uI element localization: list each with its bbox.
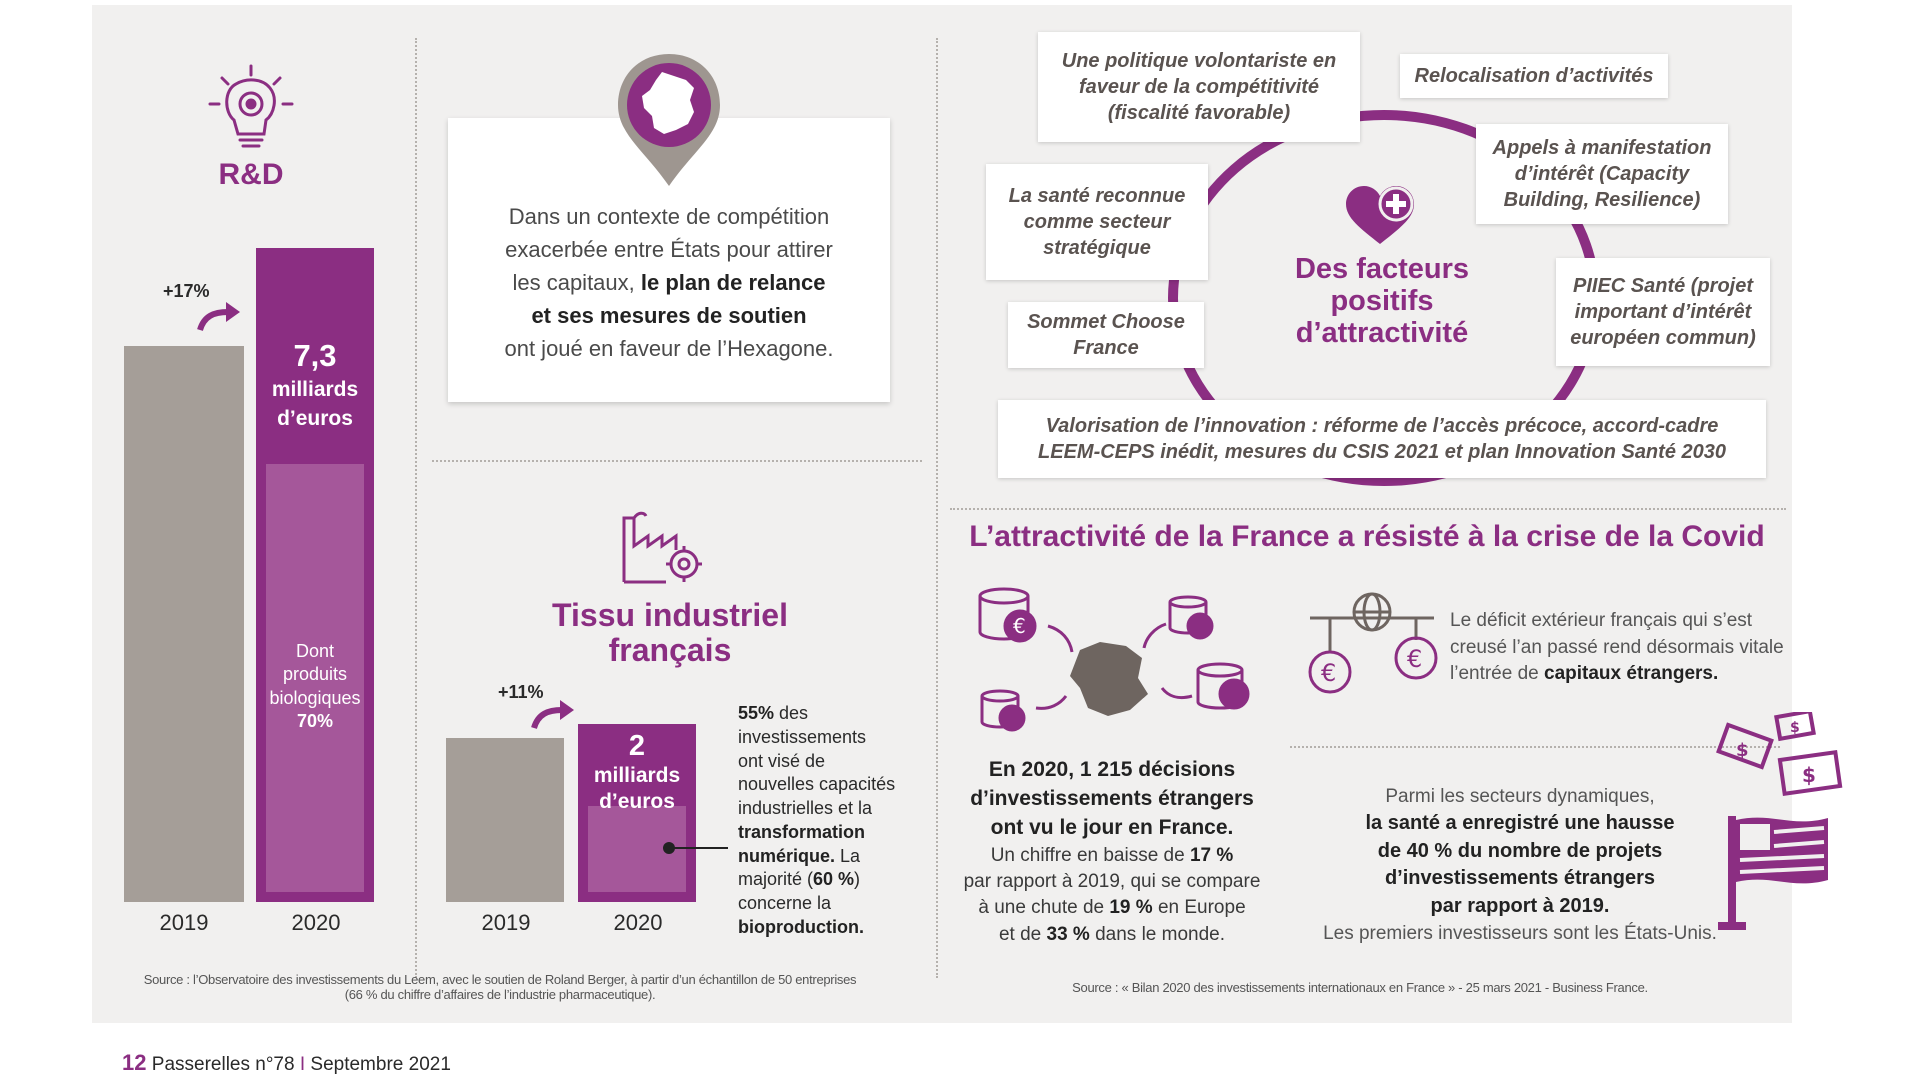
rd-year-2020: 2020	[291, 910, 341, 935]
industry-amount: 2	[628, 730, 646, 762]
context-line-5: ont joué en faveur de l’Hexagone.	[504, 336, 834, 361]
rd-unit1: milliards	[271, 378, 359, 401]
rd-year-2019: 2019	[159, 910, 209, 935]
note-8: majorité (60 %)	[738, 869, 861, 890]
source-left-1: Source : l’Observatoire des investissements du Leem, avec le soutien de Roland Berger, à partir d’un échantillon de 50 entreprises	[143, 972, 857, 987]
factor-piiec: PIIEC Santé (projet important d’intérêt européen commun)	[1556, 258, 1770, 366]
page-number: 12	[122, 1050, 147, 1075]
rd-gear-icon	[206, 62, 296, 152]
divider-covid	[1290, 746, 1780, 748]
covid-s4: d’investissements étrangers	[1384, 867, 1656, 890]
factor-relocalisation: Relocalisation d’activités	[1400, 54, 1668, 98]
note-10: bioproduction.	[738, 916, 864, 937]
page-footer	[122, 1050, 451, 1076]
industry-bar-2019	[446, 738, 564, 902]
covid-s5: par rapport à 2019.	[1430, 895, 1610, 917]
covid-heading: L’attractivité de la France a résisté à la crise de la Covid	[969, 520, 1765, 553]
industry-note	[738, 702, 928, 940]
rd-unit2: d’euros	[277, 407, 353, 430]
svg-text:$: $	[1736, 740, 1749, 761]
note-4: nouvelles capacités	[738, 774, 896, 795]
note-7: numérique. La	[738, 845, 861, 866]
note-3: ont visé de	[738, 750, 826, 771]
industry-growth: +11%	[498, 682, 544, 702]
factor-appels: Appels à manifestation d’intérêt (Capacity Building, Resilience)	[1476, 124, 1728, 224]
magazine-name: Passerelles n°78	[151, 1054, 295, 1075]
covid-a1: En 2020, 1 215 décisions	[988, 758, 1236, 781]
factor-innovation-1: Valorisation de l’innovation : réforme de l’accès précoce, accord-cadre	[1045, 415, 1719, 437]
investment-flow-icon	[970, 586, 1270, 736]
source-left	[110, 972, 890, 1002]
industry-unit1: milliards	[593, 764, 681, 787]
source-left-2: (66 % du chiffre d’affaires de l’industrie pharmaceutique).	[344, 987, 656, 1002]
issue-date: Septembre 2021	[310, 1054, 451, 1075]
covid-a2: d’investissements étrangers	[970, 786, 1254, 810]
covid-s1: Parmi les secteurs dynamiques,	[1385, 786, 1655, 807]
covid-a6: à une chute de 19 % en Europe	[978, 897, 1246, 919]
us-flag-money-icon	[1712, 712, 1852, 932]
svg-text:$: $	[1802, 763, 1816, 787]
factor-innovation	[998, 400, 1766, 478]
factor-sante: La santé reconnue comme secteur stratégique	[986, 164, 1208, 280]
factory-gear-icon	[618, 506, 708, 588]
covid-s6: Les premiers investisseurs sont les États-Unis.	[1323, 922, 1717, 944]
context-line-1: Dans un contexte de compétition	[508, 204, 830, 229]
context-text	[452, 200, 886, 365]
divider-mid	[432, 460, 922, 462]
note-5: industrielles et la	[738, 798, 873, 818]
france-map-pin-icon	[614, 50, 724, 190]
note-9: concerne la	[738, 893, 832, 913]
rd-dont-4: 70%	[296, 711, 334, 732]
industry-title-2: français	[608, 632, 732, 669]
context-line-2: exacerbée entre États pour attirer	[505, 237, 833, 262]
factors-title-2: positifs	[1330, 284, 1434, 317]
covid-stat-block	[952, 756, 1272, 948]
factors-title-3: d’attractivité	[1295, 316, 1469, 349]
covid-d3: l’entrée de capitaux étrangers.	[1450, 663, 1719, 685]
industry-title-1: Tissu industriel	[552, 597, 788, 633]
svg-text:$: $	[1790, 720, 1800, 736]
covid-a3: ont vu le jour en France.	[990, 815, 1234, 839]
svg-text:€: €	[1013, 614, 1026, 638]
factors-title-1: Des facteurs	[1294, 253, 1470, 285]
factors-title	[1258, 254, 1506, 350]
factor-sommet: Sommet Choose France	[1008, 302, 1204, 368]
note-1: 55% des	[738, 703, 809, 723]
covid-s2: la santé a enregistré une hausse	[1365, 812, 1675, 835]
divider-factors	[950, 508, 1786, 510]
footer-separator: I	[299, 1054, 306, 1075]
industry-year-2019: 2019	[481, 910, 531, 935]
covid-a7: et de 33 % dans le monde.	[998, 923, 1226, 945]
rd-growth: +17%	[163, 281, 210, 301]
svg-text:€: €	[1407, 645, 1423, 673]
industry-unit2: d’euros	[599, 790, 675, 813]
covid-d1: Le déficit extérieur français qui s’est	[1450, 610, 1753, 631]
rd-dont-3: biologiques	[269, 687, 361, 708]
rd-bar-2019	[124, 346, 244, 902]
covid-a4: Un chiffre en baisse de 17 %	[990, 844, 1234, 866]
context-line-4: et ses mesures de soutien	[531, 303, 807, 328]
industry-year-2020: 2020	[613, 910, 663, 935]
covid-s3: de 40 % du nombre de projets	[1377, 839, 1663, 862]
globe-balance-icon	[1306, 590, 1438, 700]
growth-arrow-icon	[196, 298, 244, 334]
rd-amount: 7,3	[293, 338, 337, 373]
note-6: transformation	[738, 821, 866, 842]
divider-right	[936, 38, 938, 978]
pointer-dot	[663, 842, 675, 854]
deficit-text	[1450, 608, 1790, 688]
factor-politique: Une politique volontariste en faveur de la compétitivité (fiscalité favorable)	[1038, 32, 1360, 142]
covid-a5: par rapport à 2019, qui se compare	[963, 871, 1261, 893]
rd-dont-2: produits	[282, 664, 348, 685]
rd-biologics-label	[262, 640, 368, 734]
svg-text:€: €	[1321, 659, 1337, 687]
sector-text	[1320, 784, 1720, 947]
covid-d2: creusé l’an passé rend désormais vitale	[1450, 636, 1784, 658]
source-right: Source : « Bilan 2020 des investissements internationaux en France » - 25 mars 2021 - Business France.	[1072, 980, 1648, 995]
context-line-3: les capitaux, le plan de relance	[512, 270, 826, 295]
factor-innovation-2: LEEM-CEPS inédit, mesures du CSIS 2021 et plan Innovation Santé 2030	[1038, 441, 1726, 463]
note-2: investissements	[738, 726, 867, 747]
growth-arrow-icon-2	[530, 696, 578, 732]
heart-plus-icon	[1344, 184, 1416, 246]
divider-left	[415, 38, 417, 978]
rd-title: R&D	[218, 158, 284, 191]
rd-dont-1: Dont	[295, 641, 335, 661]
industry-title	[520, 598, 820, 668]
